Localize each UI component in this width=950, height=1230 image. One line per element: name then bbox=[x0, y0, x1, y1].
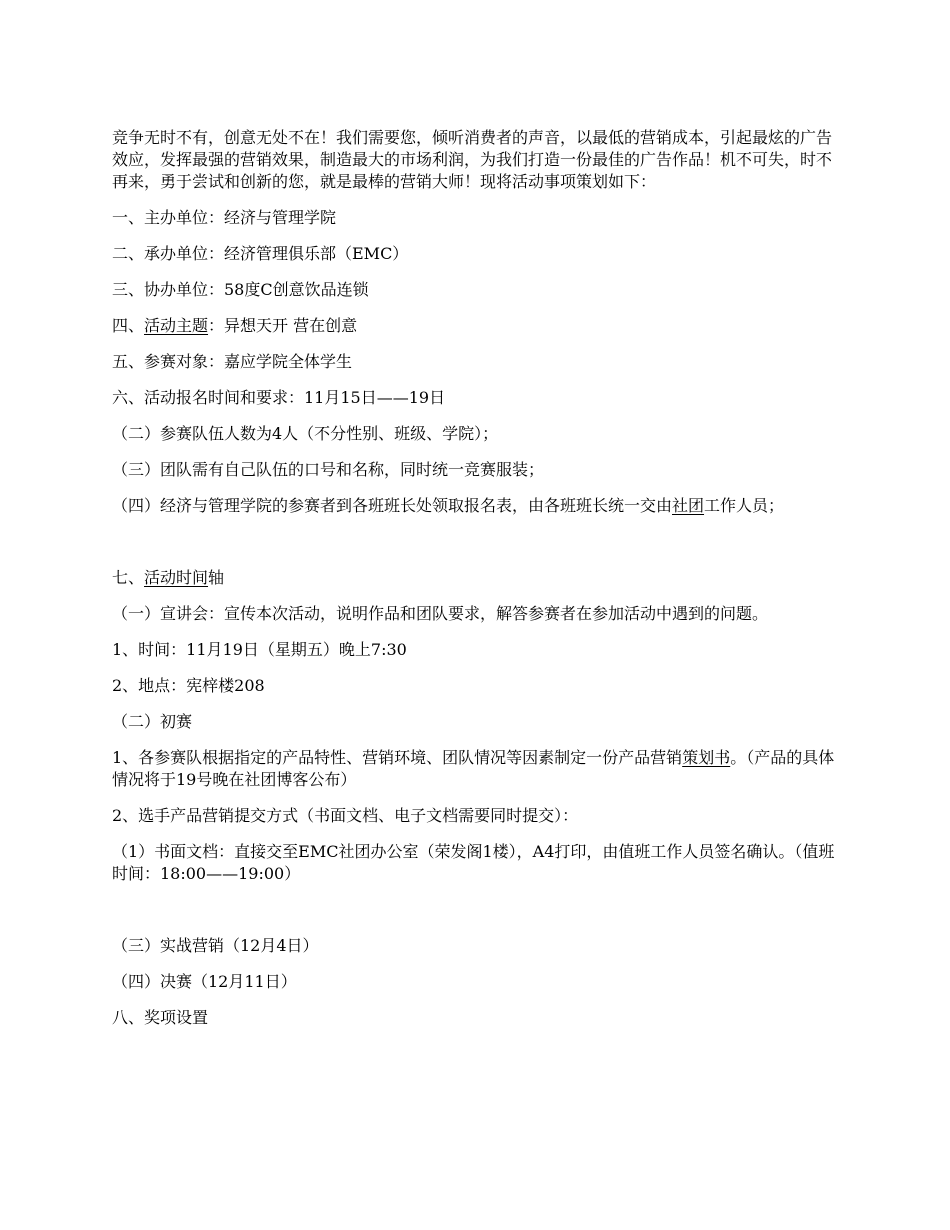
theme-line bbox=[112, 315, 840, 337]
briefing-place-line: 2、地点：宪梓楼208 bbox=[112, 676, 265, 695]
awards-heading: 八、奖项设置 bbox=[112, 1008, 209, 1027]
intro-paragraph: 竞争无时不有，创意无处不在！我们需要您，倾听消费者的声音，以最低的营销成本，引起最炫的广告效应，发挥最强的营销效果，制造最大的市场利润，为我们打造一份最佳的广告作品！机不可失，时不再来，勇于尝试和创新的您，就是最棒的营销大师！现将活动事项策划如下： bbox=[112, 128, 833, 191]
registration-form-paragraph bbox=[112, 495, 840, 517]
briefing-paragraph: （一）宣讲会：宣传本次活动，说明作品和团队要求，解答参赛者在参加活动中遇到的问题。 bbox=[112, 604, 769, 623]
registration-form-text-before: （四）经济与管理学院的参赛者到各班班长处领取报名表，由各班班长统一交由 bbox=[112, 496, 673, 515]
club-link[interactable]: 社团 bbox=[672, 496, 705, 515]
briefing-time-line: 1、时间：11月19日（星期五）晚上7:30 bbox=[112, 640, 407, 659]
team-slogan-line: （三）团队需有自己队伍的口号和名称，同时统一竞赛服装； bbox=[112, 460, 545, 479]
document-body bbox=[112, 127, 840, 1029]
written-document-paragraph: （1）书面文档：直接交至EMC社团办公室（荣发阁1楼），A4打印，由值班工作人员签名确认。（值班时间：18:00——19:00） bbox=[112, 842, 835, 883]
timeline-heading bbox=[112, 567, 840, 589]
practical-marketing-line: （三）实战营销（12月4日） bbox=[112, 936, 319, 955]
registration-line: 六、活动报名时间和要求：11月15日——19日 bbox=[112, 388, 446, 407]
theme-prefix: 四、 bbox=[112, 316, 145, 335]
co-organizer-line: 三、协办单位：58度C创意饮品连锁 bbox=[112, 280, 369, 299]
preliminary-heading: （二）初赛 bbox=[112, 712, 193, 731]
plan-link[interactable]: 策划书 bbox=[682, 748, 731, 767]
timeline-link[interactable]: 活动时间 bbox=[144, 568, 209, 587]
registration-form-text-after: 工作人员； bbox=[704, 496, 785, 515]
marketing-plan-text-before: 1、各参赛队根据指定的产品特性、营销环境、团队情况等因素制定一份产品营销 bbox=[112, 748, 683, 767]
marketing-plan-paragraph bbox=[112, 747, 840, 791]
organizer-line: 一、主办单位：经济与管理学院 bbox=[112, 208, 337, 227]
team-size-line: （二）参赛队伍人数为4人（不分性别、班级、学院）； bbox=[112, 424, 499, 443]
theme-link[interactable]: 活动主题 bbox=[144, 316, 209, 335]
submission-method-line: 2、选手产品营销提交方式（书面文档、电子文档需要同时提交）： bbox=[112, 806, 579, 825]
host-line: 二、承办单位：经济管理俱乐部（EMC） bbox=[112, 244, 409, 263]
timeline-suffix: 轴 bbox=[208, 568, 225, 587]
theme-suffix: ：异想天开 营在创意 bbox=[208, 316, 358, 335]
final-line: （四）决赛（12月11日） bbox=[112, 972, 297, 991]
timeline-prefix: 七、 bbox=[112, 568, 145, 587]
participants-line: 五、参赛对象：嘉应学院全体学生 bbox=[112, 352, 353, 371]
marketing-plan-text-after: 。（产品的具体情况将于19号晚在社团博客公布） bbox=[112, 748, 835, 789]
